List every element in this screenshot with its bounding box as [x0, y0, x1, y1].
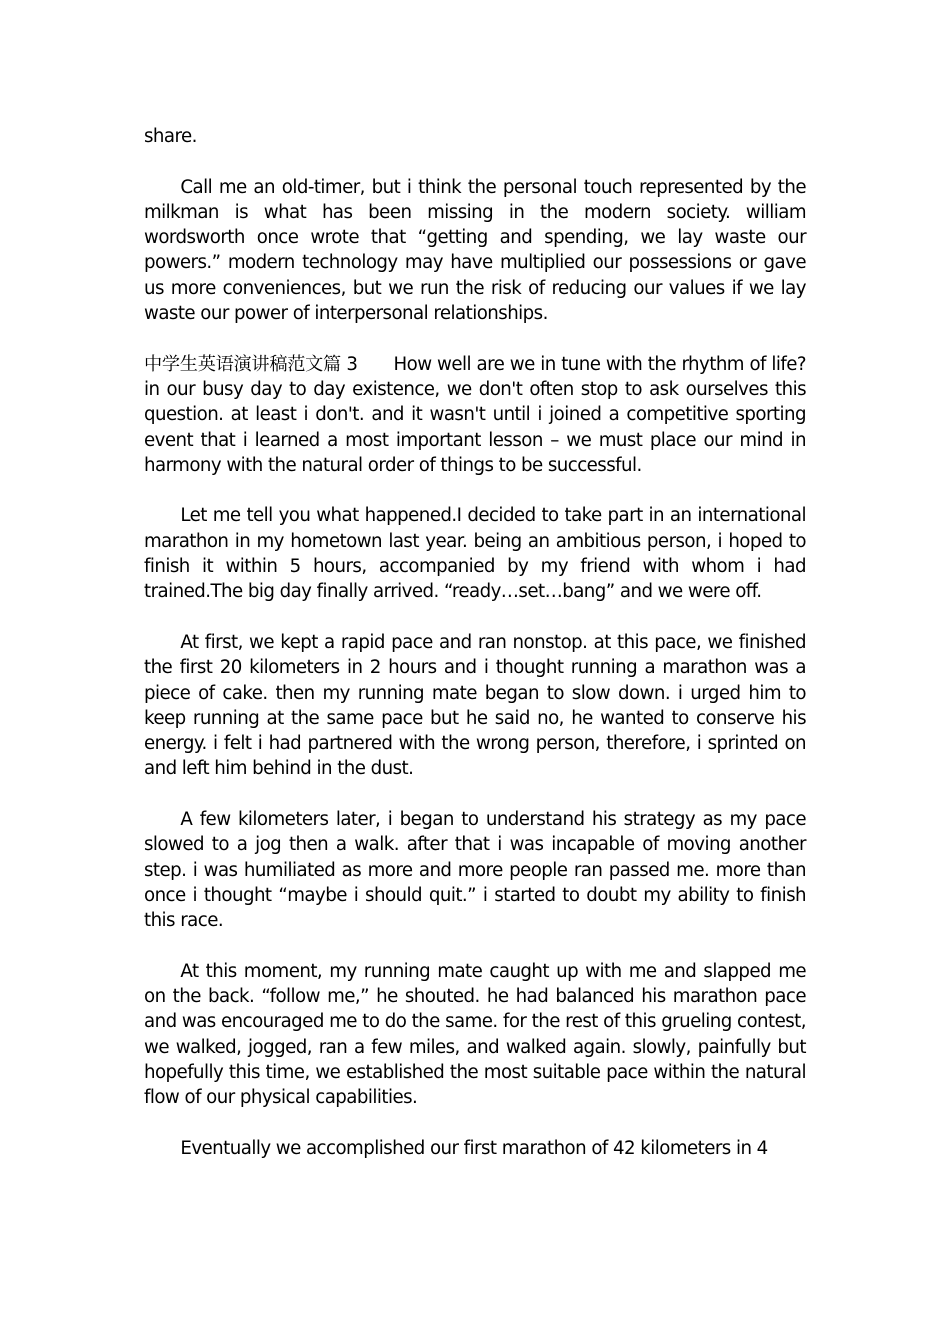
paragraph-running-mate: At this moment, my running mate caught up with me and slapped me on the back. “follow me,” he shouted. he had balanced his marathon pace and was encouraged me to do the same. for the rest of this grueling contest, we walked, jogged, ran a few miles, and walked again. slowly, painfully but hopefully this time, we established the most suitable pace within the natural flow of our physical capabilities.: [144, 960, 812, 1109]
paragraph-continuation: share.: [144, 126, 197, 147]
paragraph-accomplished: Eventually we accomplished our first marathon of 42 kilometers in 4: [180, 1137, 768, 1159]
paragraph-rapid-pace: At first, we kept a rapid pace and ran nonstop. at this pace, we finished the first 20 kilometers in 2 hours and i thought running a marathon was a piece of cake. then my running mate began to slow down. i urged him to keep running at the same pace but he said no, he wanted to conserve his energy. i felt i had partnered with the wrong person, therefore, i sprinted on and left him behind in the dust.: [144, 631, 812, 780]
paragraph-milkman: Call me an old-timer, but i think the personal touch represented by the milkman is what has been missing in the modern society. william wordsworth once wrote that “getting and spending, we lay waste our powers.” modern technology may have multiplied our possessions or gave us more conveniences, but we run the risk of reducing our values if we lay waste our power of interpersonal relationships.: [144, 176, 812, 325]
paragraph-marathon-start: Let me tell you what happened.I decided to take part in an international marathon in my hometown last year. being an ambitious person, i hoped to finish it within 5 hours, accompanied by my friend with whom i had trained.The big day finally arrived. “ready…set…bang” and we were off.: [144, 505, 812, 603]
paragraph-slowdown: A few kilometers later, i began to understand his strategy as my pace slowed to a jog then a walk. after that i was incapable of moving another step. i was humiliated as more and more people ran passed me. more than once i thought “maybe i should quit.” i started to doubt my ability to finish this race.: [144, 809, 812, 932]
document-page: [144, 124, 812, 1161]
paragraph-speech-3-intro: 中学生英语演讲稿范文篇 3 How well are we in tune with the rhythm of life? in our busy day to day existence, we don't often stop to ask ourselves this question. at least i don't. and it wasn't until i joined a competitive sporting event that i learned a most important lesson – we must place our mind in harmony with the natural order of things to be successful.: [144, 353, 812, 476]
